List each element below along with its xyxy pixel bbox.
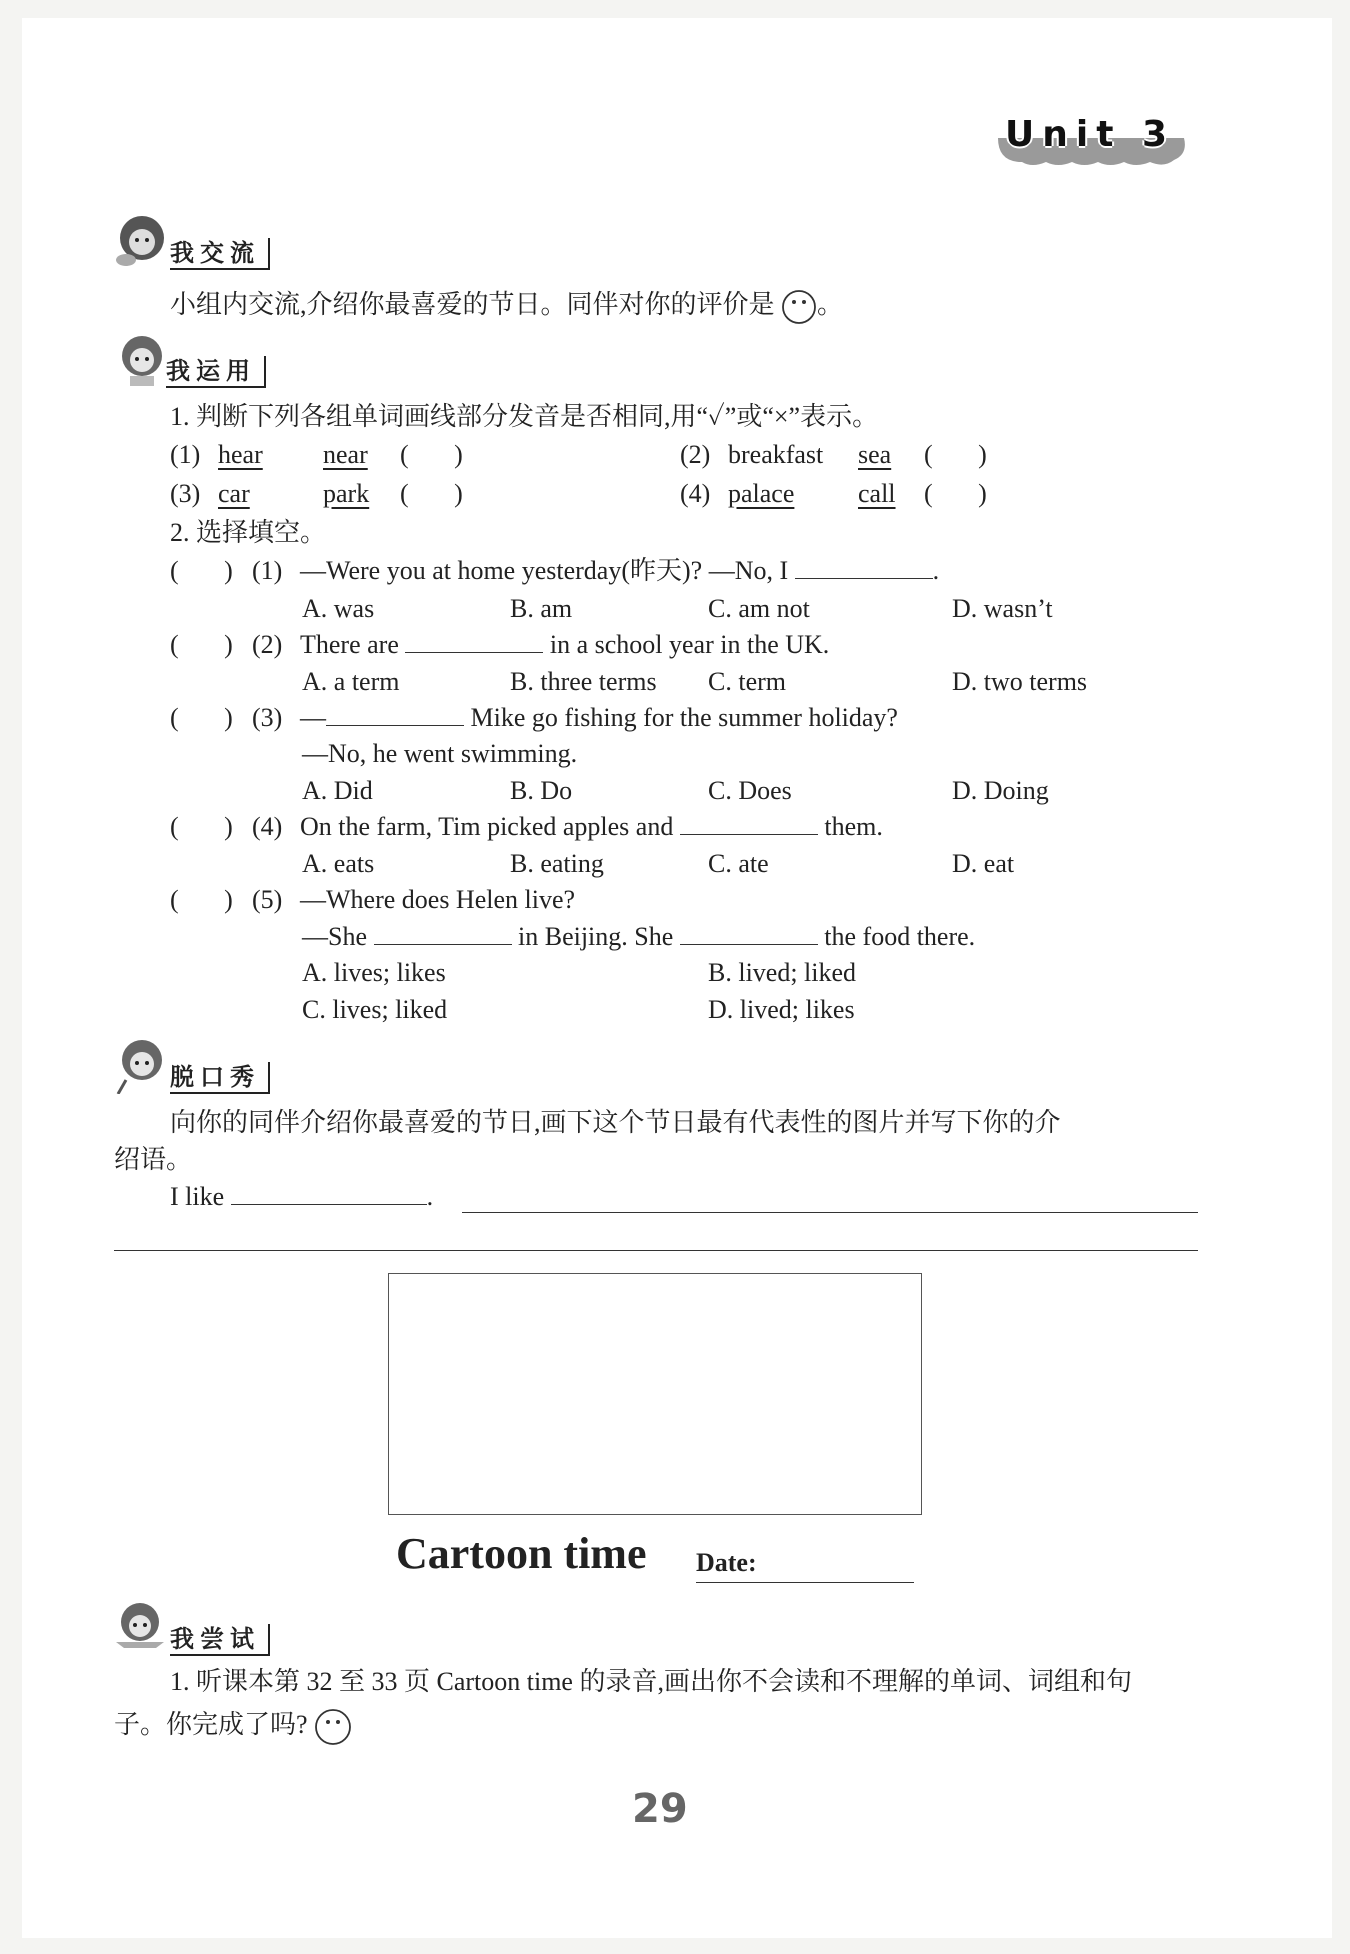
q1-item-1-num: (1) (170, 440, 201, 469)
q2-item-4-stem-a: On the farm, Tim picked apples and (300, 812, 674, 841)
q2-item-5-answer[interactable]: ( ) (170, 885, 233, 914)
q1-item-2-num: (2) (680, 440, 711, 469)
q2-item-1-stem-a: —Were you at home yesterday(昨天)? —No, I (300, 556, 789, 585)
q1-item-4-word1: palace (728, 479, 795, 508)
q2-item-3-stem (300, 701, 898, 735)
q2-item-4-option-b: B. eating (510, 849, 604, 878)
date-label: Date: (696, 1548, 757, 1577)
q2-item-3-option-b: B. Do (510, 776, 573, 805)
mascot-girl-icon (112, 330, 170, 388)
q1-item-2-word2: sea (858, 440, 892, 469)
try-q1-line1: 1. 听课本第 32 至 33 页 Cartoon time 的录音,画出你不会读和不理解的单词、词组和句 (170, 1667, 1132, 1696)
q1-item-3-word1: car (218, 479, 250, 508)
q2-item-5-num: (5) (252, 885, 283, 914)
q2-item-1-blank[interactable] (795, 578, 933, 579)
q2-item-5-stem: —Where does Helen live? (300, 885, 576, 914)
q2-item-1-option-a: A. was (302, 594, 375, 623)
q2-item-1-option-c: C. am not (708, 594, 810, 623)
i-like-blank[interactable] (231, 1204, 427, 1205)
q2-item-1-stem-b: . (932, 556, 940, 585)
q2-item-2-option-c: C. term (708, 667, 786, 696)
q1-item-2-word1: breakfast (728, 440, 824, 469)
try-q1-line2-text: 子。你完成了吗? (114, 1710, 308, 1739)
writing-line-1[interactable] (462, 1212, 1198, 1213)
q2-item-1-option-b: B. am (510, 594, 573, 623)
q1-item-1-word2: near (323, 440, 368, 469)
q1-item-4-num: (4) (680, 479, 711, 508)
q1-item-3-num: (3) (170, 479, 201, 508)
smiley-face-icon (314, 1708, 352, 1746)
q2-item-2-answer[interactable]: ( ) (170, 630, 233, 659)
section-title-apply: 我运用 (166, 356, 266, 388)
try-q1-line2 (114, 1708, 352, 1746)
talkshow-instruction-line2: 绍语。 (114, 1145, 193, 1174)
q2-item-3-stem-a: — (300, 703, 326, 732)
q2-item-4-answer[interactable]: ( ) (170, 812, 233, 841)
q2-item-5-option-c: C. lives; liked (302, 995, 448, 1024)
mascot-talkshow-icon (112, 1036, 170, 1094)
q2-item-2-option-b: B. three terms (510, 667, 657, 696)
q2-item-3-num: (3) (252, 703, 283, 732)
q2-item-3-option-a: A. Did (302, 776, 373, 805)
q2-title: 2. 选择填空。 (170, 518, 327, 547)
q2-item-5-blank-2[interactable] (680, 944, 818, 945)
q2-item-5-blank-1[interactable] (374, 944, 512, 945)
mascot-boy-icon (112, 212, 170, 270)
q2-item-4-stem (300, 810, 883, 844)
i-like-label: I like (170, 1182, 225, 1211)
q2-item-1-num: (1) (252, 556, 283, 585)
q2-item-3-option-d: D. Doing (952, 776, 1049, 805)
writing-line-2[interactable] (114, 1250, 1198, 1251)
q2-item-3-stem-line2: —No, he went swimming. (302, 739, 578, 768)
q2-item-2-option-d: D. two terms (952, 667, 1088, 696)
q2-item-2-stem (300, 628, 829, 662)
q1-item-4-answer[interactable]: ( ) (924, 479, 987, 508)
mascot-try-icon (110, 1598, 168, 1656)
q2-item-1-option-d: D. wasn’t (952, 594, 1053, 623)
q2-item-4-blank[interactable] (680, 834, 818, 835)
drawing-box[interactable] (388, 1273, 922, 1515)
smiley-face-icon (781, 289, 817, 325)
section-title-talkshow: 脱口秀 (170, 1062, 270, 1094)
q1-item-3-word2: park (323, 479, 370, 508)
q2-item-1-answer[interactable]: ( ) (170, 556, 233, 585)
q2-item-5-stem-line2-b: in Beijing. She (518, 922, 674, 951)
q1-title: 1. 判断下列各组单词画线部分发音是否相同,用“✓”或“×”表示。 (170, 402, 879, 431)
q2-item-3-blank[interactable] (326, 725, 464, 726)
q2-item-3-option-c: C. Does (708, 776, 792, 805)
q2-item-3-stem-b: Mike go fishing for the summer holiday? (470, 703, 898, 732)
q2-item-4-option-a: A. eats (302, 849, 375, 878)
q2-item-5-option-b: B. lived; liked (708, 958, 857, 987)
q2-item-4-option-c: C. ate (708, 849, 769, 878)
page-number: 29 (632, 1786, 688, 1832)
i-like-row (170, 1180, 433, 1214)
section-title-try: 我尝试 (170, 1624, 270, 1656)
q2-item-2-stem-a: There are (300, 630, 399, 659)
q1-item-1-word1: hear (218, 440, 263, 469)
exchange-instruction (170, 288, 843, 325)
q2-item-2-option-a: A. a term (302, 667, 400, 696)
q2-item-2-blank[interactable] (405, 652, 543, 653)
q2-item-5-stem-line2-a: —She (302, 922, 367, 951)
q1-item-2-answer[interactable]: ( ) (924, 440, 987, 469)
q2-item-5-stem-line2-c: the food there. (824, 922, 976, 951)
section-title-exchange: 我交流 (170, 238, 270, 270)
unit-title: Unit 3 (1005, 114, 1175, 155)
q2-item-5-stem-line2 (302, 920, 975, 954)
q2-item-1-stem (300, 554, 939, 588)
i-like-period: . (426, 1182, 434, 1211)
q2-item-4-stem-b: them. (824, 812, 883, 841)
q2-item-2-num: (2) (252, 630, 283, 659)
q2-item-2-stem-b: in a school year in the UK. (549, 630, 830, 659)
exchange-end-punct: 。 (817, 290, 844, 319)
talkshow-instruction-line1: 向你的同伴介绍你最喜爱的节日,画下这个节日最有代表性的图片并写下你的介 (170, 1108, 1061, 1137)
cartoon-title: Cartoon time (396, 1529, 647, 1578)
q2-item-3-answer[interactable]: ( ) (170, 703, 233, 732)
unit-badge (988, 108, 1192, 166)
q2-item-4-option-d: D. eat (952, 849, 1015, 878)
q1-item-4-word2: call (858, 479, 896, 508)
q2-item-4-num: (4) (252, 812, 283, 841)
q2-item-5-option-a: A. lives; likes (302, 958, 446, 987)
q1-item-3-answer[interactable]: ( ) (400, 479, 463, 508)
date-line[interactable] (696, 1582, 914, 1583)
q2-item-5-option-d: D. lived; likes (708, 995, 855, 1024)
exchange-instruction-text: 小组内交流,介绍你最喜爱的节日。同伴对你的评价是 (170, 290, 775, 319)
q1-item-1-answer[interactable]: ( ) (400, 440, 463, 469)
